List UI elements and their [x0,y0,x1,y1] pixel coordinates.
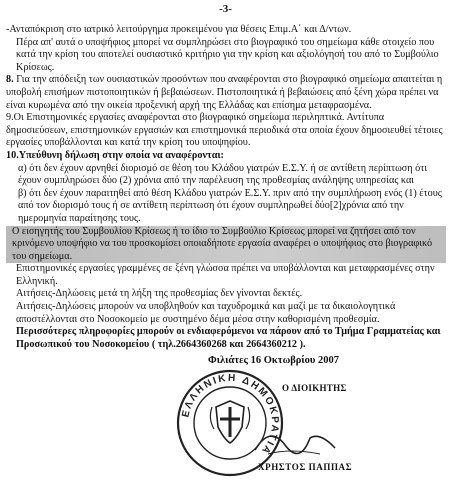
page-number: -3- [219,3,232,15]
item-number: 10. [6,149,19,161]
place-date: Φιλιάτες 16 Οκτωβρίου 2007 [208,355,339,366]
signatory-name: ΧΡΗΣΤΟΣ ΠΑΠΠΑΣ [258,462,353,472]
intro-line: -Ανταπόκριση στο ιατρικό λειτούργημα προκειμένου για θέσεις Επιμ.Α΄ και Δ/ντων. [6,24,352,35]
item-text: Για την απόδειξη των ουσιαστικών προσόντων που αναφέρονται στο βιογραφικό σημείωμα απαιτείται η υποβολή επισήμων πιστοποιητικών ή βεβαιώσεων. Πιστοποιητικά ή βεβαιώσεις από ξένη χώρα πρέπει να είναι κυρωμένα από την οικεία προξενική αρχή της Ελλάδας και επίσημα μεταφρασμένα. [6,74,443,111]
declaration-subitems [6,163,446,226]
intro-paragraph: Πέρα απ' αυτά ο υποψήφιος μπορεί να συμπληρώσει στο βιογραφικό του σημείωμα κάθε στοιχείο που κατά την κρίση του αποτελεί ουσιαστικό κριτήριο για την κρίση και αξιολόγησή του από το Συμβούλιο Κρίσεως. [16,36,439,73]
submission-note: Αιτήσεις-Δηλώσεις μπορούν να υποβληθούν και ταχυδρομικά και μαζί με τα δικαιολογητικά αποστέλλονται στο Νοσοκομείο με συστημένο δέμα μέσα στην καθορισμένη προθεσμία. [16,301,396,325]
deadline-note: Αιτήσεις-Δηλώσεις μετά τη λήξη της προθεσμίας δεν γίνονται δεκτές. [16,288,303,300]
signatory-title: Ο ΔΙΟΙΚΗΤΗΣ [282,383,347,393]
item-text: Υπεύθυνη δήλωση στην οποία να αναφέρονται: [18,149,224,161]
shaded-note: Ο εισηγητής του Συμβουλίου Κρίσεως ή το ίδιο το Συμβούλιο Κρίσεως μπορεί να ζητήσει από τον κρινόμενο υποψήφιο να του προσκομίσει οποιαδήποτε εργασία αναφέρει ο υποψήφιος στο βιογραφικό του σημείωμα. [6,226,446,264]
handwritten-signature [250,420,340,460]
foreign-language-note: Επιστημονικές εργασίες γραμμένες σε ξένη γλώσσα πρέπει να υποβάλλονται και μεταφρασμένες στην Ελληνική. [16,263,435,287]
subitem-a: α) ότι δεν έχουν αρνηθεί διορισμό σε θέση του Κλάδου γιατρών Ε.Σ.Υ. ή σε αντίθετη περίπτωση ότι έχουν συμπληρώσει δύο (2) χρόνια από την παρέλευση της προθεσμίας ανάληψης υπηρεσίας και [18,162,428,187]
item-8 [6,74,446,112]
item-9 [6,112,446,150]
info-note: Περισσότερες πληροφορίες μπορούν οι ενδιαφερόμενοι να πάρουν από το Τμήμα Γραμματείας και Προσωπικού του Νοσοκομείου ( τηλ.2664360268 και 2664360212 ). [16,326,441,350]
item-text: Οι Επιστημονικές εργασίες αναφέρονται στο βιογραφικό σημείωμα περιληπτικά. Αντίτυπα δημοσιεύσεων, επιστημονικών εργασιών και επιστημονικά περιοδικά στα οποία έχουν δημοσιευθεί τέτοιες εργασίες υποβάλλονται και κατά την κρίση του υποψηφίου. [6,112,443,149]
coat-of-arms-icon [210,401,249,443]
item-number: 9. [6,112,14,124]
closing-paragraphs [6,263,446,351]
item-number: 8. [6,74,14,86]
subitem-b: β) ότι δεν έχουν παραιτηθεί από θέση Κλάδου γιατρών Ε.Σ.Υ. πριν από την συμπλήρωση ενός (1) έτους από τον διορισμό τους ή σε αντίθετη περίπτωση ότι έχουν συμπληρωθεί δύο[2]χρόνια από την ημερομηνία παραίτησης τους. [18,187,442,224]
seal-text: ΕΛΛΗΝΙΚΗ ΔΗΜΟΚΡΑΤΙΑ [180,372,281,457]
item-10 [6,150,446,163]
document-body [6,24,446,351]
